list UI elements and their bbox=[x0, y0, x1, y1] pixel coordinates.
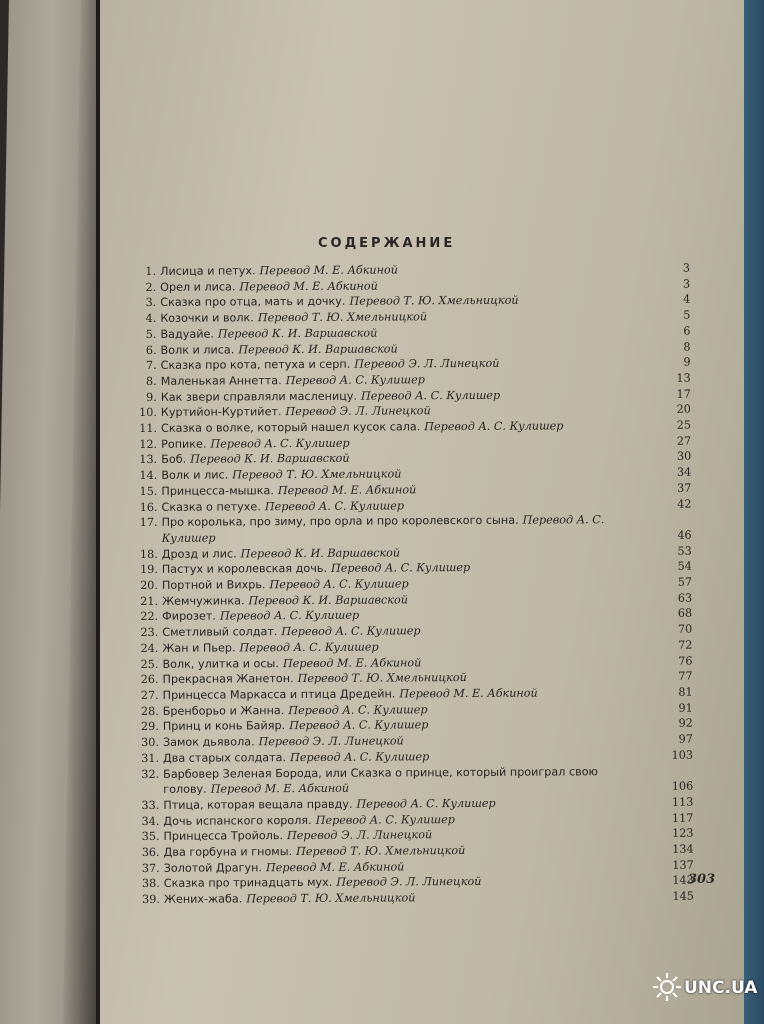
toc-entry-page: 13 bbox=[676, 371, 691, 385]
toc-entry bbox=[141, 763, 693, 798]
toc-entry-translator: Перевод К. И. Варшавской bbox=[240, 546, 401, 561]
toc-entry-translator: Перевод А. С. Кулишер bbox=[239, 640, 379, 655]
toc-entry-number: 35. bbox=[141, 830, 160, 844]
toc-entry-page: 117 bbox=[671, 811, 694, 825]
toc-entry-translator: Перевод Э. Л. Линецкой bbox=[336, 875, 482, 890]
toc-entry-number: 20. bbox=[140, 578, 159, 593]
toc-entry-translator: Перевод А. С. Кулишер bbox=[289, 718, 429, 733]
toc-entry-translator: Перевод Т. Ю. Хмельницкой bbox=[246, 891, 416, 906]
toc-entry-page: 97 bbox=[678, 732, 693, 746]
toc-entry-title: Волк и лис. bbox=[161, 468, 229, 483]
toc-entry-translator: Перевод Т. Ю. Хмельницкой bbox=[232, 467, 402, 482]
toc-entry-number: 8. bbox=[145, 374, 157, 388]
toc-entry-page: 106 bbox=[671, 779, 694, 793]
toc-entry-translator: Перевод А. С. Кулишер bbox=[315, 812, 455, 827]
toc-entry-title: Жан и Пьер. bbox=[162, 641, 236, 655]
toc-entry-translator: Перевод А. С. Кулишер bbox=[210, 436, 350, 451]
book-cover-edge bbox=[744, 0, 764, 1024]
toc-entry-title: Ропике. bbox=[161, 437, 207, 451]
toc-entry-title: Сказка про тринадцать мух. bbox=[163, 876, 333, 891]
toc-entry-number: 34. bbox=[141, 814, 160, 828]
toc-entry-title: Про королька, про зиму, про орла и про королевского сына. bbox=[161, 513, 519, 530]
toc-entry-page: 57 bbox=[677, 575, 692, 589]
toc-entry-page: 91 bbox=[678, 701, 693, 715]
toc-entry-page: 72 bbox=[678, 638, 693, 652]
watermark-text: UNC.UA bbox=[684, 978, 758, 998]
toc-entry-page: 3 bbox=[682, 277, 691, 291]
toc-entry-translator: Перевод К. И. Варшавской bbox=[217, 326, 378, 341]
toc-entry-title: Куртийон-Куртийет. bbox=[160, 405, 282, 420]
toc-entry-translator: Перевод Э. Л. Линецкой bbox=[286, 828, 433, 843]
toc-entry-title: Портной и Вихрь. bbox=[161, 578, 266, 592]
toc-entry-translator: Перевод А. С. Кулишер bbox=[269, 577, 409, 592]
toc-entry-title: Лисица и петух. bbox=[160, 264, 256, 278]
toc-entry-title: Как звери справляли масленицу. bbox=[160, 389, 358, 404]
toc-entry-number: 18. bbox=[139, 547, 158, 561]
toc-entry-number: 21. bbox=[140, 594, 159, 608]
toc-entry-title: Пастух и королевская дочь. bbox=[161, 562, 328, 577]
toc-entry-translator: Перевод К. И. Варшавской bbox=[248, 593, 408, 608]
toc-entry-translator: Перевод Т. Ю. Хмельницкой bbox=[349, 294, 519, 309]
toc-entry-title: Орел и лиса. bbox=[160, 280, 236, 294]
toc-entry-page: 113 bbox=[671, 795, 694, 809]
toc-entry-page: 134 bbox=[672, 842, 694, 856]
toc-entry-page: 20 bbox=[676, 402, 691, 417]
toc-entry-translator: Перевод А. С. Кулишер bbox=[290, 750, 430, 764]
toc-entry-page: 34 bbox=[676, 465, 692, 479]
toc-entry-page: 123 bbox=[672, 826, 694, 841]
toc-entry-page: 42 bbox=[677, 497, 692, 511]
toc-entry-translator: Перевод М. Е. Абкиной bbox=[282, 655, 422, 670]
toc-entry-number: 5. bbox=[145, 327, 157, 341]
toc-entry-title: Прекрасная Жанетон. bbox=[162, 672, 294, 687]
toc-entry-title: Дрозд и лис. bbox=[161, 547, 237, 561]
toc-entry-page: 9 bbox=[683, 355, 691, 369]
toc-entry-translator: Перевод А. С. Кулишер bbox=[281, 624, 421, 639]
toc-entry-title: Жених-жаба. bbox=[163, 892, 243, 906]
toc-entry-page: 137 bbox=[672, 858, 694, 872]
toc-entry-page: 6 bbox=[683, 324, 691, 338]
toc-entry-title: Фирозет. bbox=[162, 609, 216, 624]
toc-entry-page: 70 bbox=[677, 622, 693, 636]
toc-entry-title: Козочки и волк. bbox=[160, 311, 254, 325]
toc-entry-title: Жемчужинка. bbox=[162, 594, 245, 608]
toc-entry-number: 14. bbox=[139, 469, 158, 483]
toc-entry-translator: Перевод Э. Л. Линецкой bbox=[354, 357, 500, 371]
toc-entry-text bbox=[162, 512, 652, 546]
toc-entry-title: Замок дьявола. bbox=[162, 735, 255, 749]
toc-entry-number: 3. bbox=[145, 296, 157, 310]
toc-entry-number: 7. bbox=[145, 359, 157, 373]
toc-entry-translator: Перевод А. С. Кулишер bbox=[264, 498, 405, 513]
toc-entry bbox=[140, 512, 692, 547]
toc-entry-translator: Перевод М. Е. Абкиной bbox=[239, 279, 378, 294]
toc-entry-page: 145 bbox=[672, 889, 694, 903]
toc-entry-translator: Перевод А. С. Кулишер bbox=[360, 388, 501, 403]
sun-logo-icon bbox=[652, 972, 682, 1002]
toc-entry-number: 28. bbox=[140, 704, 159, 718]
toc-entry-number: 11. bbox=[139, 421, 158, 436]
toc-entry-title: Волк, улитка и осы. bbox=[162, 656, 279, 671]
toc-entry-number: 17. bbox=[139, 516, 158, 530]
toc-entry-page: 63 bbox=[677, 591, 693, 605]
toc-entry-page: 68 bbox=[677, 607, 693, 621]
watermark bbox=[652, 970, 762, 1010]
toc-entry-page: 53 bbox=[677, 544, 692, 558]
toc-entry-translator: Перевод А. С. Кулишер bbox=[356, 796, 496, 811]
toc-entry-title: Птица, которая вещала правду. bbox=[163, 797, 353, 812]
toc-entry-title: Сметливый солдат. bbox=[162, 625, 278, 640]
table-of-contents bbox=[138, 261, 694, 908]
toc-entry-translator: Перевод К. И. Варшавской bbox=[190, 452, 350, 467]
toc-entry-translator: Перевод М. Е. Абкиной bbox=[277, 483, 417, 497]
toc-entry-page: 8 bbox=[683, 340, 691, 354]
toc-entry-number: 10. bbox=[139, 406, 157, 420]
toc-entry-title: Принцесса Тройоль. bbox=[163, 829, 284, 844]
toc-entry-text bbox=[163, 763, 653, 797]
toc-entry-text bbox=[164, 889, 654, 908]
toc-entry-title: Вадуайе. bbox=[160, 327, 214, 341]
toc-entry-page: 17 bbox=[676, 387, 691, 401]
toc-entry-page: 54 bbox=[677, 559, 692, 574]
toc-entry-page: 143 bbox=[672, 874, 694, 888]
toc-entry-number: 29. bbox=[140, 720, 159, 734]
toc-entry-number: 31. bbox=[141, 751, 160, 765]
toc-entry-title: Принцесса-мышка. bbox=[161, 484, 274, 498]
toc-entry-page: 30 bbox=[676, 450, 692, 464]
toc-entry-page: 37 bbox=[677, 481, 692, 495]
toc-entry-page: 25 bbox=[676, 418, 692, 432]
toc-entry-number: 30. bbox=[141, 735, 159, 750]
toc-entry-page: 103 bbox=[671, 748, 694, 762]
toc-entry-number: 24. bbox=[140, 641, 159, 655]
toc-entry-translator: Перевод А. С. Кулишер bbox=[219, 609, 360, 623]
toc-entry-translator: Перевод М. Е. Абкиной bbox=[210, 781, 350, 796]
toc-entry-number: 33. bbox=[141, 798, 160, 812]
toc-entry-translator: Перевод А. С. Кулишер bbox=[288, 702, 428, 717]
toc-entry-number: 36. bbox=[141, 845, 160, 860]
toc-entry-page: 27 bbox=[676, 434, 692, 448]
toc-entry-translator: Перевод Т. Ю. Хмельницкой bbox=[257, 310, 428, 325]
toc-entry-number: 13. bbox=[139, 453, 158, 467]
toc-entry-page: 3 bbox=[682, 261, 691, 275]
toc-entry-number: 39. bbox=[142, 893, 160, 907]
toc-entry-translator: Перевод А. С. Кулишер bbox=[330, 561, 471, 576]
toc-entry-number: 6. bbox=[145, 343, 157, 357]
toc-entry-translator: Перевод Т. Ю. Хмельницкой bbox=[297, 671, 467, 686]
toc-entry-number: 25. bbox=[140, 657, 159, 671]
toc-entry-title: Барбовер Зеленая Борода, или Сказка о принце, который проиграл свою голову. bbox=[163, 764, 598, 797]
toc-entry-title: Принц и конь Байяр. bbox=[162, 719, 286, 734]
toc-entry-translator: Перевод К. И. Варшавской bbox=[238, 341, 398, 356]
toc-entry-page: 4 bbox=[683, 293, 691, 307]
toc-entry-title: Боб. bbox=[161, 453, 187, 467]
toc-entry-translator: Перевод Э. Л. Линецкой bbox=[258, 734, 404, 749]
toc-entry-translator: Перевод А. С. Кулишер bbox=[424, 419, 564, 434]
page-title: СОДЕРЖАНИЕ bbox=[318, 236, 456, 251]
toc-entry-title: Сказка про отца, мать и дочку. bbox=[160, 295, 346, 310]
toc-entry-translator: Перевод М. Е. Абкиной bbox=[399, 686, 538, 701]
page-number: 303 bbox=[688, 872, 716, 887]
toc-entry-number: 2. bbox=[145, 280, 157, 294]
toc-entry-number: 4. bbox=[145, 311, 157, 326]
toc-entry-title: Маленькая Аннетта. bbox=[160, 374, 282, 388]
toc-entry-number: 32. bbox=[141, 767, 160, 781]
toc-entry-page: 46 bbox=[677, 528, 692, 542]
toc-entry-title: Принцесса Маркасса и птица Дредейн. bbox=[162, 687, 396, 702]
toc-entry-page: 77 bbox=[678, 669, 693, 683]
toc-entry-number: 1. bbox=[145, 264, 157, 278]
toc-entry-title: Бренборьо и Жанна. bbox=[162, 703, 285, 718]
toc-entry-title: Золотой Драгун. bbox=[163, 860, 263, 875]
toc-entry-number: 27. bbox=[140, 688, 159, 702]
toc-entry-number: 26. bbox=[140, 673, 159, 687]
toc-entry-title: Два горбуна и гномы. bbox=[163, 845, 293, 859]
toc-entry-number: 9. bbox=[146, 390, 157, 404]
toc-entry-page: 76 bbox=[678, 654, 693, 668]
toc-entry-title: Сказка про кота, петуха и серп. bbox=[160, 357, 351, 373]
toc-entry-translator: Перевод М. Е. Абкиной bbox=[259, 263, 398, 278]
toc-entry-number: 12. bbox=[139, 437, 158, 451]
toc-entry-page: 92 bbox=[678, 717, 693, 731]
toc-entry-title: Два старых солдата. bbox=[162, 750, 287, 765]
toc-entry-page: 81 bbox=[678, 685, 693, 699]
toc-entry-title: Сказка о петухе. bbox=[161, 499, 261, 514]
toc-entry-translator: Перевод А. С. Кулишер bbox=[161, 513, 605, 545]
toc-entry-translator: Перевод М. Е. Абкиной bbox=[265, 860, 405, 874]
toc-entry-translator: Перевод А. С. Кулишер bbox=[285, 373, 425, 388]
toc-entry-number: 19. bbox=[140, 563, 158, 577]
toc-entry-page: 5 bbox=[683, 308, 691, 322]
toc-entry-number: 23. bbox=[140, 626, 159, 640]
toc-entry-title: Дочь испанского короля. bbox=[163, 813, 312, 828]
toc-entry-translator: Перевод Т. Ю. Хмельницкой bbox=[296, 844, 466, 859]
toc-entry-number: 15. bbox=[139, 484, 158, 498]
toc-entry-number: 37. bbox=[141, 861, 160, 875]
toc-entry-number: 22. bbox=[140, 610, 159, 624]
toc-entry-title: Сказка о волке, который нашел кусок сала. bbox=[160, 420, 421, 435]
toc-entry-number: 38. bbox=[141, 877, 160, 891]
toc-entry-number: 16. bbox=[139, 500, 158, 514]
toc-entry-translator: Перевод Э. Л. Линецкой bbox=[285, 404, 431, 419]
toc-entry-title: Волк и лиса. bbox=[160, 342, 235, 357]
